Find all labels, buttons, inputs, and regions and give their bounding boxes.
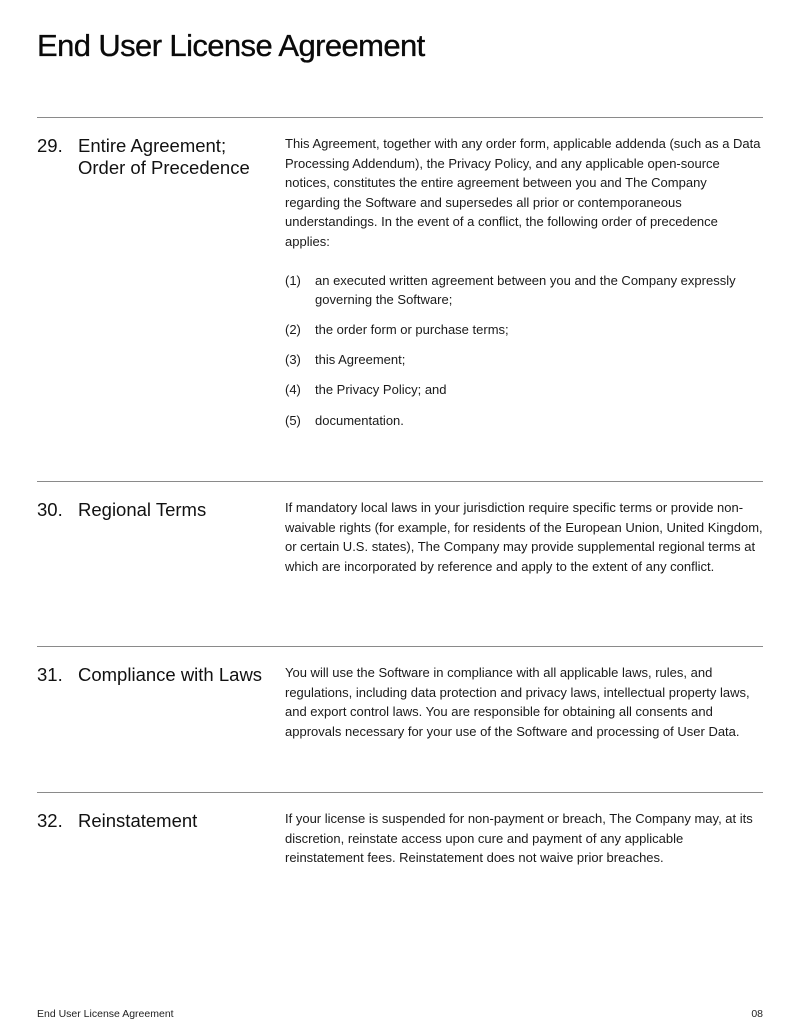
section-paragraph: This Agreement, together with any order form, applicable addenda (such as a Data Processing Addendum), the Privacy Policy, and any applicable open-source notices, constitutes the entire agreement between you and The Company regarding the Software and supersedes all prior or contemporaneous understandings. In the event of a conflict, the following order of precedence applies: — [285, 136, 761, 249]
list-item-number: (5) — [285, 412, 301, 428]
footer-page-number: 08 — [751, 1008, 763, 1020]
list-item-number: (4) — [285, 382, 301, 398]
section-heading — [37, 135, 277, 179]
section-title: Entire Agreement; Order of Precedence — [78, 135, 250, 178]
section-divider — [37, 481, 763, 482]
section-title: Reinstatement — [78, 810, 198, 831]
section-title: Regional Terms — [78, 499, 207, 520]
section-paragraph-continued: which are incorporated by reference and apply to the extent of any conflict. — [285, 558, 715, 574]
list-item-text: an executed written agreement between you and the Company expressly governing the Software; — [315, 272, 736, 308]
list-item-text: the Privacy Policy; and — [315, 382, 447, 398]
list-item — [285, 320, 765, 340]
list-item — [285, 271, 765, 310]
section-number: 31. — [37, 664, 63, 685]
section-paragraph: You will use the Software in compliance with all applicable laws, rules, and regulations, including data protection and privacy laws, intellectual property laws, and export control laws. You are responsible for obtaining all consents and approvals necessary for your use of the Software and processing of User Data. — [285, 665, 750, 739]
section-heading — [37, 810, 277, 832]
page-title: End User License Agreement — [37, 28, 425, 63]
list-item-text: this Agreement; — [315, 352, 406, 368]
section-body — [285, 663, 765, 741]
section-32 — [37, 792, 763, 866]
section-29 — [37, 117, 763, 428]
section-number: 30. — [37, 499, 63, 520]
footer-document-title: End User License Agreement — [37, 1008, 174, 1020]
list-item-text: the order form or purchase terms; — [315, 322, 509, 338]
list-item-number: (2) — [285, 322, 301, 338]
section-divider — [37, 792, 763, 793]
section-number: 29. — [37, 135, 63, 156]
precedence-list — [285, 271, 765, 431]
list-item — [285, 350, 765, 370]
section-30 — [37, 481, 763, 574]
section-number: 32. — [37, 810, 63, 831]
section-body — [285, 134, 765, 441]
section-title: Compliance with Laws — [78, 664, 263, 685]
section-body — [285, 809, 765, 868]
section-heading — [37, 664, 277, 686]
section-divider — [37, 117, 763, 118]
list-item-text: documentation. — [315, 412, 404, 428]
section-paragraph: If your license is suspended for non-payment or breach, The Company may, at its discretion, reinstate access upon cure and payment of any applicable reinstatement fees. Reinstatement does not waive prior breaches. — [285, 811, 753, 866]
list-item — [285, 380, 765, 400]
section-paragraph: If mandatory local laws in your jurisdiction require specific terms or provide non-waivable rights (for example, for residents of the European Union, United Kingdom, or certain U.S. states), The Company may provide supplemental regional terms at — [285, 500, 763, 555]
list-item-number: (1) — [285, 272, 301, 288]
list-item-number: (3) — [285, 352, 301, 368]
section-31 — [37, 646, 763, 739]
section-heading — [37, 499, 277, 521]
section-body — [285, 498, 765, 576]
list-item — [285, 411, 765, 431]
section-divider — [37, 646, 763, 647]
